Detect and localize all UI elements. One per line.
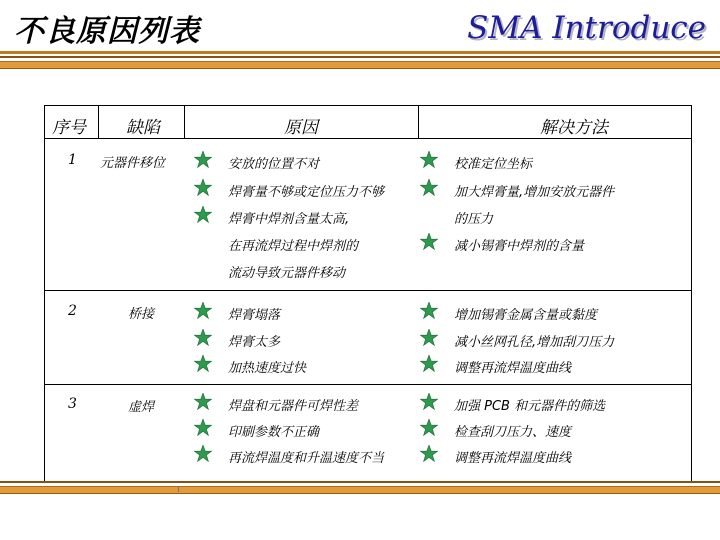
star-bullet-icon xyxy=(420,419,438,436)
star-bullet-icon xyxy=(420,445,438,462)
solution-item: 加大焊膏量,增加安放元器件 xyxy=(454,185,615,200)
footer-divider-dark xyxy=(0,481,720,483)
solution-item: 校准定位坐标 xyxy=(454,157,533,172)
solution-item: 加强 PCB 和元器件的筛选 xyxy=(454,399,606,414)
cause-item: 焊膏太多 xyxy=(228,335,281,350)
header-divider-thin xyxy=(0,51,720,54)
solution-item: 调整再流焊温度曲线 xyxy=(454,451,572,466)
header-column-divider-2 xyxy=(184,105,185,138)
header-index: 序号 xyxy=(52,118,86,138)
star-bullet-icon xyxy=(194,393,212,410)
cause-item: 印刷参数不正确 xyxy=(228,425,320,440)
footer-divider-thick xyxy=(0,486,720,494)
row-index: 1 xyxy=(68,152,77,168)
row-divider-2 xyxy=(44,384,692,385)
solution-item: 减小锡膏中焊剂的含量 xyxy=(454,239,585,254)
star-bullet-icon xyxy=(420,302,438,319)
row-divider-1 xyxy=(44,290,692,291)
star-bullet-icon xyxy=(420,179,438,196)
cause-item: 焊膏量不够或定位压力不够 xyxy=(228,185,385,200)
header-divider-thick xyxy=(0,61,720,69)
header-divider-dark xyxy=(0,56,720,58)
footer-tick-mark xyxy=(178,486,179,492)
row-defect: 虚焊 xyxy=(128,400,155,415)
header-defect: 缺陷 xyxy=(126,118,160,138)
row-index: 2 xyxy=(68,303,77,319)
header-column-divider-3 xyxy=(418,105,419,138)
cause-item: 再流焊温度和升温速度不当 xyxy=(228,451,385,466)
star-bullet-icon xyxy=(194,355,212,372)
cause-item: 安放的位置不对 xyxy=(228,157,320,172)
star-bullet-icon xyxy=(420,355,438,372)
star-bullet-icon xyxy=(194,419,212,436)
solution-item: 减小丝网孔径,增加刮刀压力 xyxy=(454,335,615,350)
star-bullet-icon xyxy=(194,329,212,346)
star-bullet-icon xyxy=(194,445,212,462)
star-bullet-icon xyxy=(194,302,212,319)
page-title: 不良原因列表 xyxy=(14,14,200,49)
star-bullet-icon xyxy=(420,329,438,346)
brand-title: SMA Introduce xyxy=(467,10,706,46)
header-row-divider xyxy=(44,138,692,139)
star-bullet-icon xyxy=(420,151,438,168)
header-cause: 原因 xyxy=(284,118,318,138)
cause-item: 在再流焊过程中焊剂的 xyxy=(228,239,359,254)
cause-item: 焊膏塌落 xyxy=(228,308,281,323)
row-defect: 桥接 xyxy=(128,307,155,322)
cause-item: 加热速度过快 xyxy=(228,361,307,376)
star-bullet-icon xyxy=(194,206,212,223)
cause-item: 焊膏中焊剂含量太高, xyxy=(228,212,350,227)
row-index: 3 xyxy=(68,396,77,412)
header-solution: 解决方法 xyxy=(540,118,608,138)
cause-item: 焊盘和元器件可焊性差 xyxy=(228,399,359,414)
solution-item: 检查刮刀压力、速度 xyxy=(454,425,572,440)
solution-item: 调整再流焊温度曲线 xyxy=(454,361,572,376)
star-bullet-icon xyxy=(420,233,438,250)
cause-item: 流动导致元器件移动 xyxy=(228,266,346,281)
star-bullet-icon xyxy=(194,151,212,168)
solution-item: 增加锡膏金属含量或黏度 xyxy=(454,308,598,323)
header-column-divider-1 xyxy=(98,105,99,138)
star-bullet-icon xyxy=(194,179,212,196)
row-defect: 元器件移位 xyxy=(100,156,166,171)
star-bullet-icon xyxy=(420,393,438,410)
solution-item: 的压力 xyxy=(454,212,494,227)
